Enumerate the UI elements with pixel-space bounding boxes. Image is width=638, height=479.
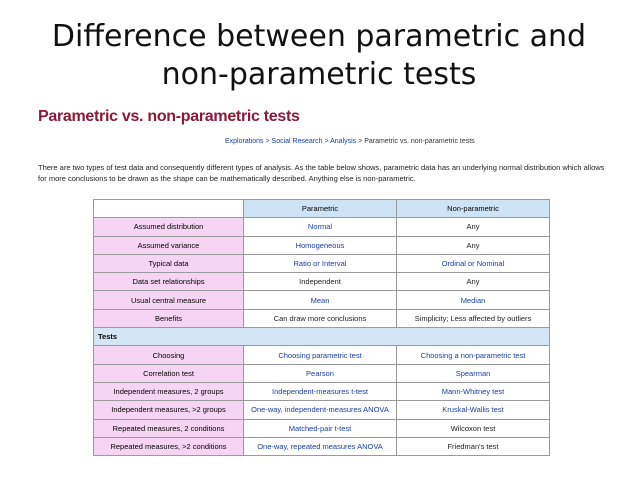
non-parametric-cell: Friedman's test	[397, 437, 550, 455]
row-label: Typical data	[94, 254, 244, 272]
table-row	[94, 364, 550, 382]
table-row	[94, 382, 550, 400]
breadcrumb-separator: >	[265, 138, 270, 145]
parametric-cell[interactable]: Pearson	[244, 364, 397, 382]
row-label: Assumed distribution	[94, 218, 244, 236]
row-label: Repeated measures, >2 conditions	[94, 437, 244, 455]
non-parametric-cell[interactable]: Kruskal-Wallis test	[397, 401, 550, 419]
section-row-tests	[94, 328, 550, 346]
row-label: Independent measures, 2 groups	[94, 382, 244, 400]
breadcrumb-current: Parametric vs. non-parametric tests	[364, 138, 475, 145]
breadcrumb	[225, 138, 475, 145]
non-parametric-cell: Any	[397, 236, 550, 254]
table-row	[94, 291, 550, 309]
section-label: Tests	[94, 328, 550, 346]
table-row	[94, 419, 550, 437]
breadcrumb-item-social-research[interactable]: Social Research	[271, 138, 323, 145]
non-parametric-cell[interactable]: Choosing a non-parametric test	[397, 346, 550, 364]
parametric-cell[interactable]: Ratio or Interval	[244, 254, 397, 272]
non-parametric-cell: Simplicity; Less affected by outliers	[397, 309, 550, 327]
non-parametric-cell[interactable]: Ordinal or Nominal	[397, 254, 550, 272]
row-label: Choosing	[94, 346, 244, 364]
parametric-cell: Can draw more conclusions	[244, 309, 397, 327]
breadcrumb-separator: >	[358, 138, 363, 145]
row-label: Independent measures, >2 groups	[94, 401, 244, 419]
table-row	[94, 273, 550, 291]
parametric-cell[interactable]: One-way, independent-measures ANOVA	[244, 401, 397, 419]
header-parametric: Parametric	[244, 200, 397, 218]
table-row	[94, 309, 550, 327]
parametric-cell[interactable]: Matched-pair t-test	[244, 419, 397, 437]
table-row	[94, 254, 550, 272]
table-row	[94, 218, 550, 236]
parametric-cell[interactable]: Choosing parametric test	[244, 346, 397, 364]
non-parametric-cell[interactable]: Mann-Whitney test	[397, 382, 550, 400]
embedded-page-heading: Parametric vs. non-parametric tests	[38, 108, 300, 125]
breadcrumb-item-analysis[interactable]: Analysis	[330, 138, 357, 145]
slide-title-line-2: non-parametric tests	[161, 57, 477, 92]
parametric-cell[interactable]: Homogeneous	[244, 236, 397, 254]
row-label: Correlation test	[94, 364, 244, 382]
parametric-cell[interactable]: Independent-measures t-test	[244, 382, 397, 400]
row-label: Assumed variance	[94, 236, 244, 254]
row-label: Benefits	[94, 309, 244, 327]
non-parametric-cell: Any	[397, 218, 550, 236]
table-row	[94, 236, 550, 254]
row-label: Usual central measure	[94, 291, 244, 309]
row-label: Data set relationships	[94, 273, 244, 291]
parametric-cell[interactable]: Mean	[244, 291, 397, 309]
non-parametric-cell: Wilcoxon test	[397, 419, 550, 437]
intro-paragraph: There are two types of test data and consequently different types of analysis. As the table below shows, parametric data has an underlying normal distribution which allows for more conclusions to be drawn as the shape can be mathematically described. Anything else is non-parametric.	[38, 163, 605, 183]
comparison-table	[93, 199, 550, 456]
non-parametric-cell[interactable]: Median	[397, 291, 550, 309]
non-parametric-cell[interactable]: Spearman	[397, 364, 550, 382]
table-header-row	[94, 200, 550, 218]
slide-title-line-1: Difference between parametric and	[51, 19, 587, 54]
row-label: Repeated measures, 2 conditions	[94, 419, 244, 437]
table-row	[94, 437, 550, 455]
breadcrumb-separator: >	[324, 138, 329, 145]
parametric-cell: Independent	[244, 273, 397, 291]
slide-title	[0, 18, 638, 94]
header-blank-cell	[94, 200, 244, 218]
breadcrumb-item-explorations[interactable]: Explorations	[225, 138, 264, 145]
non-parametric-cell: Any	[397, 273, 550, 291]
header-non-parametric: Non-parametric	[397, 200, 550, 218]
parametric-cell[interactable]: One-way, repeated measures ANOVA	[244, 437, 397, 455]
table-row	[94, 346, 550, 364]
parametric-cell[interactable]: Normal	[244, 218, 397, 236]
table-row	[94, 401, 550, 419]
